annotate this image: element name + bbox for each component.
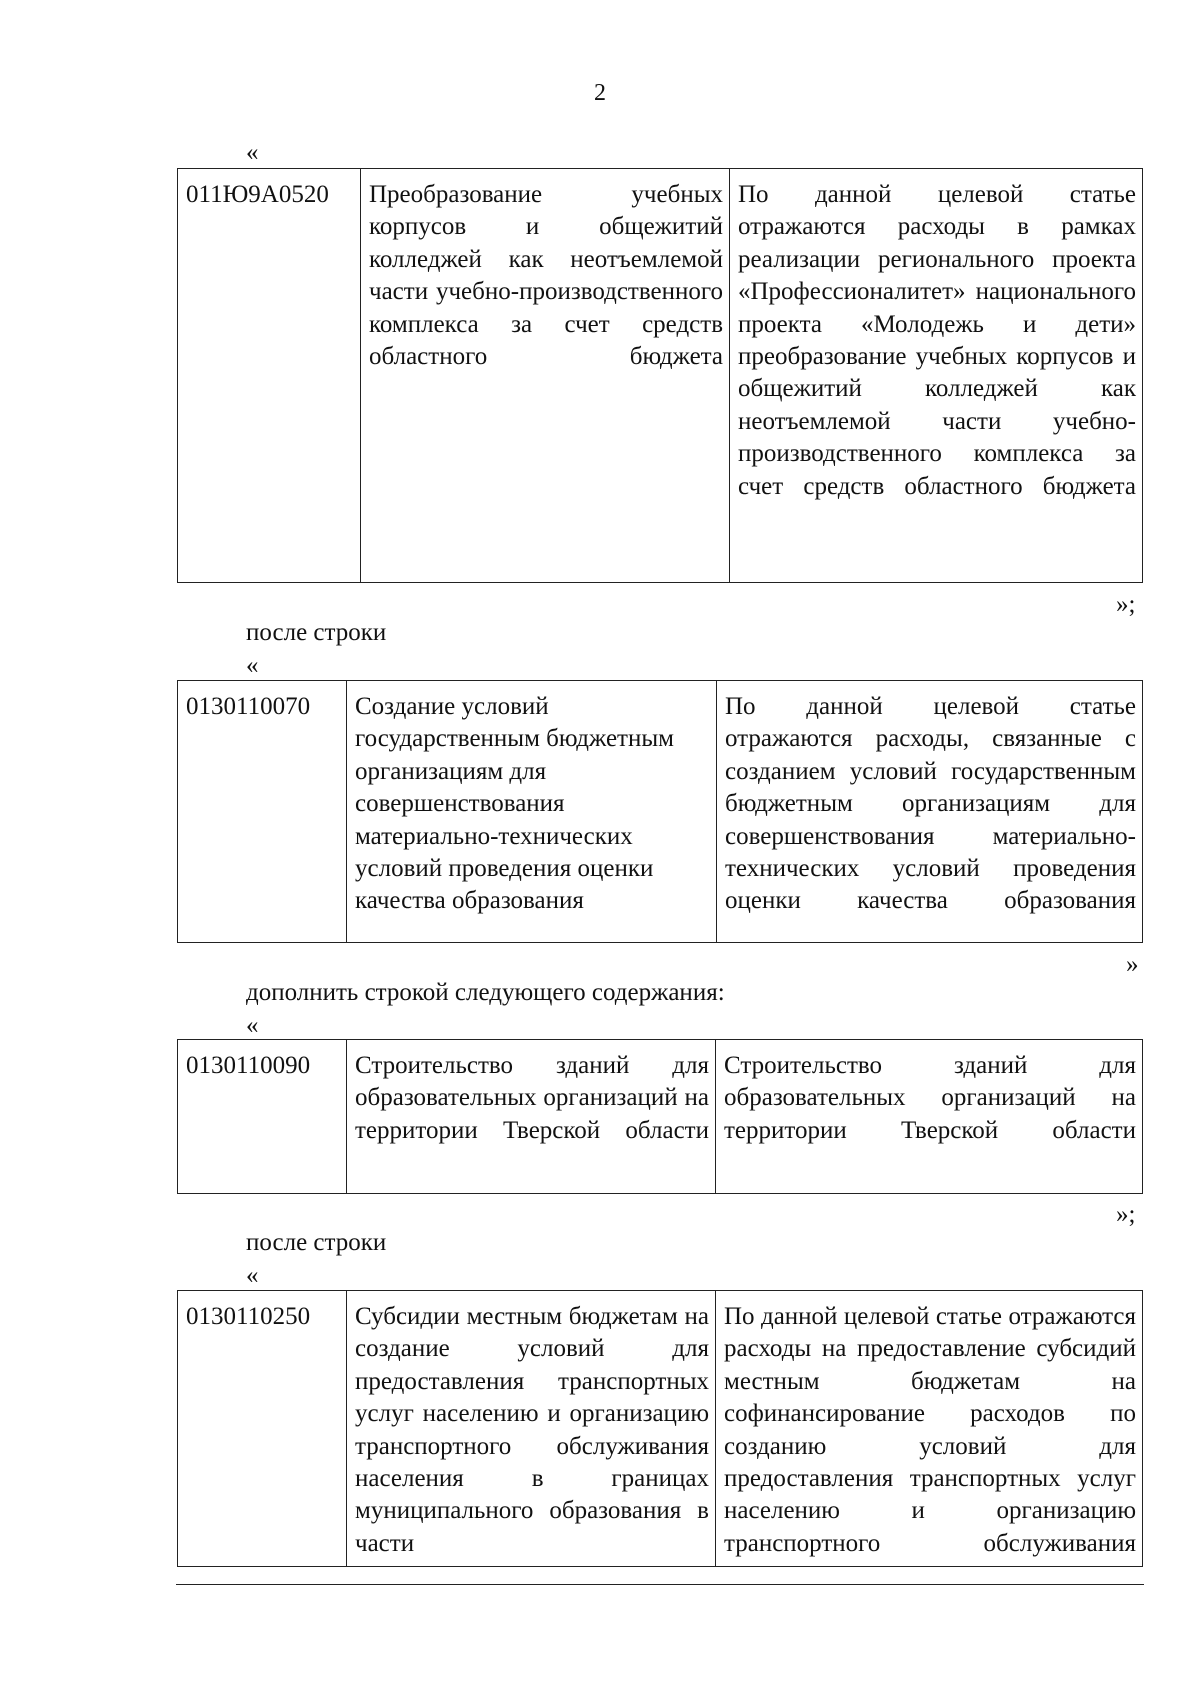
budget-table-4 (177, 1290, 1143, 1567)
description-cell: По данной целевой статье отражаются расходы на предоставление субсидий местным бюджетам на софинансирование расходов по созданию условий для предоставления транспортных услуг населению и организацию транспортного обслуживания (716, 1291, 1143, 1567)
table-bottom-rule (176, 1584, 1144, 1585)
close-quote: »; (1116, 1201, 1136, 1228)
name-cell: Строительство зданий для образовательных организаций на территории Тверской области (347, 1040, 716, 1194)
table-row (178, 681, 1143, 943)
description-cell: По данной целевой статье отражаются расходы в рамках реализации регионального проекта «Профессионалитет» национального проекта «Молодежь и дети» преобразование учебных корпусов и общежитий колледжей как неотъемлемой части учебно-производственного комплекса за счет средств областного бюджета (730, 169, 1143, 583)
table-row (178, 1291, 1143, 1567)
description-cell: Строительство зданий для образовательных организаций на территории Тверской области (716, 1040, 1143, 1194)
budget-table-2 (177, 680, 1143, 943)
table-row (178, 1040, 1143, 1194)
name-cell: Создание условий государственным бюджетным организациям для совершенствования материально-технических условий проведения оценки качества образования (347, 681, 717, 943)
close-quote: » (1126, 951, 1139, 978)
table-clip (176, 1290, 1144, 1586)
instruction-text: после строки (246, 1229, 387, 1256)
name-cell: Субсидии местным бюджетам на создание условий для предоставления транспортных услуг населению и организацию транспортного обслуживания населения в границах муниципального образования в части (347, 1291, 716, 1567)
open-quote: « (246, 1012, 259, 1039)
budget-table-1 (177, 168, 1143, 583)
close-quote: »; (1116, 591, 1136, 618)
budget-table-3 (177, 1039, 1143, 1194)
open-quote: « (246, 652, 259, 679)
open-quote: « (246, 139, 259, 166)
page-number: 2 (594, 80, 606, 106)
open-quote: « (246, 1262, 259, 1289)
instruction-text: дополнить строкой следующего содержания: (246, 979, 725, 1006)
code-cell: 0130110250 (178, 1291, 347, 1567)
description-cell: По данной целевой статье отражаются расходы, связанные с созданием условий государственным бюджетным организациям для совершенствования материально-технических условий проведения оценки качества образования (717, 681, 1143, 943)
table-row (178, 169, 1143, 583)
code-cell: 0130110090 (178, 1040, 347, 1194)
code-cell: 011Ю9А0520 (178, 169, 361, 583)
code-cell: 0130110070 (178, 681, 347, 943)
instruction-text: после строки (246, 619, 387, 646)
name-cell: Преобразование учебных корпусов и общежитий колледжей как неотъемлемой части учебно-производственного комплекса за счет средств областного бюджета (361, 169, 730, 583)
